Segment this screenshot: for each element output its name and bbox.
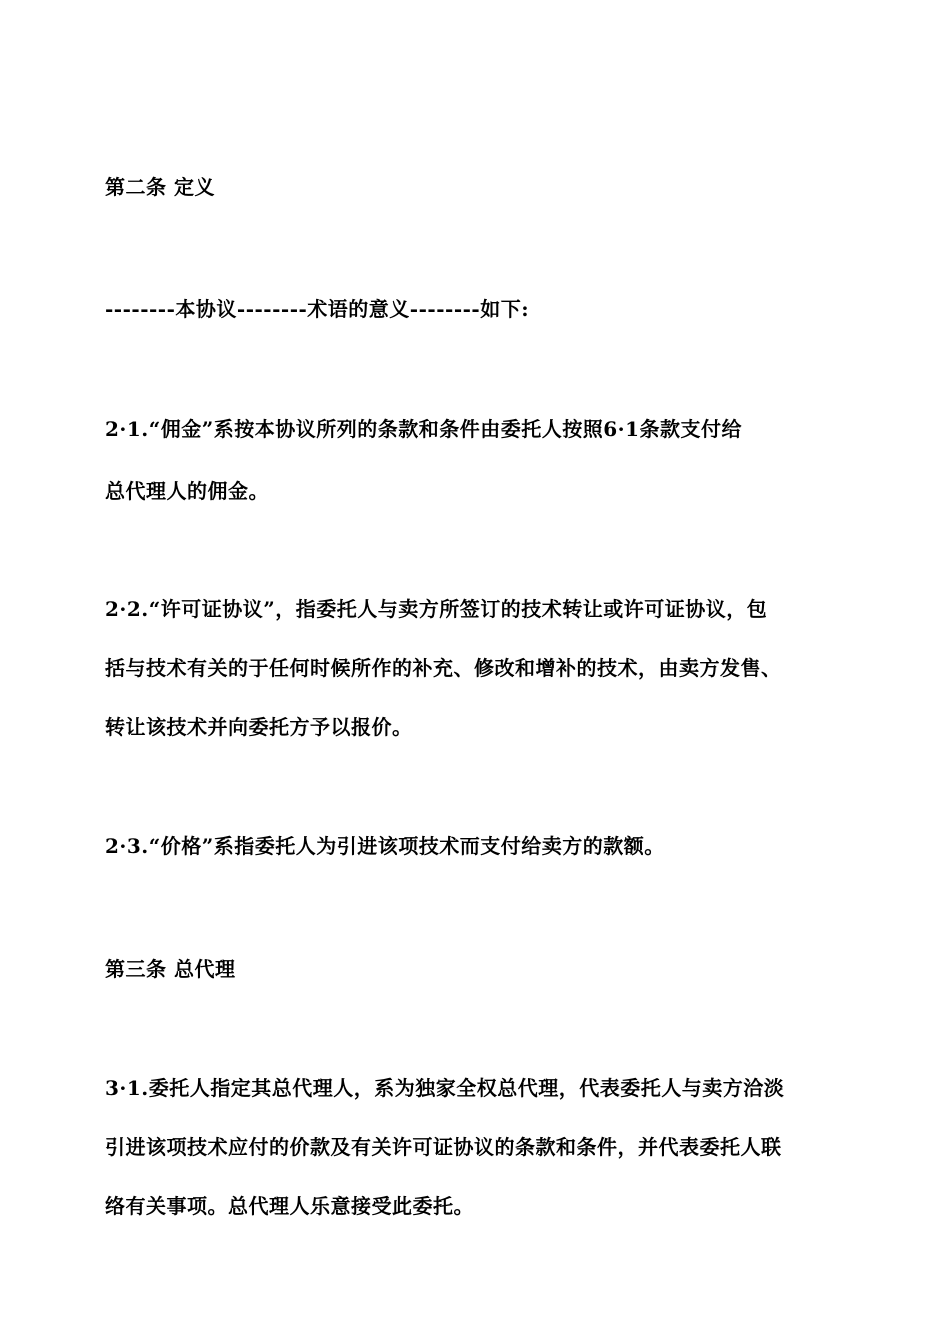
clause-3-1-line-1: 3·1.委托人指定其总代理人，系为独家全权总代理，代表委托人与卖方洽淡: [105, 1076, 785, 1100]
clause-2-2-line-1: 2·2.“许可证协议”，指委托人与卖方所签订的技术转让或许可证协议，包: [105, 597, 768, 621]
clause-2-3: 2·3.“价格”系指委托人为引进该项技术而支付给卖方的款额。: [105, 834, 665, 858]
article-3-heading: 第三条 总代理: [105, 957, 236, 981]
clause-2-2-line-3: 转让该技术并向委托方予以报价。: [105, 715, 413, 739]
clause-2-2-line-2: 括与技术有关的于任何时候所作的补充、修改和增补的技术，由卖方发售、: [105, 656, 782, 680]
article-2-heading: 第二条 定义: [105, 175, 215, 199]
article-2-intro: --------本协议--------术语的意义--------如下:: [105, 297, 530, 321]
clause-2-1-line-2: 总代理人的佣金。: [105, 479, 269, 503]
clause-2-1-line-1: 2·1.“佣金”系按本协议所列的条款和条件由委托人按照6·1条款支付给: [105, 417, 743, 441]
clause-3-1-line-3: 络有关事项。总代理人乐意接受此委托。: [105, 1194, 474, 1218]
clause-3-1-line-2: 引进该项技术应付的价款及有关许可证协议的条款和条件，并代表委托人联: [105, 1135, 782, 1159]
